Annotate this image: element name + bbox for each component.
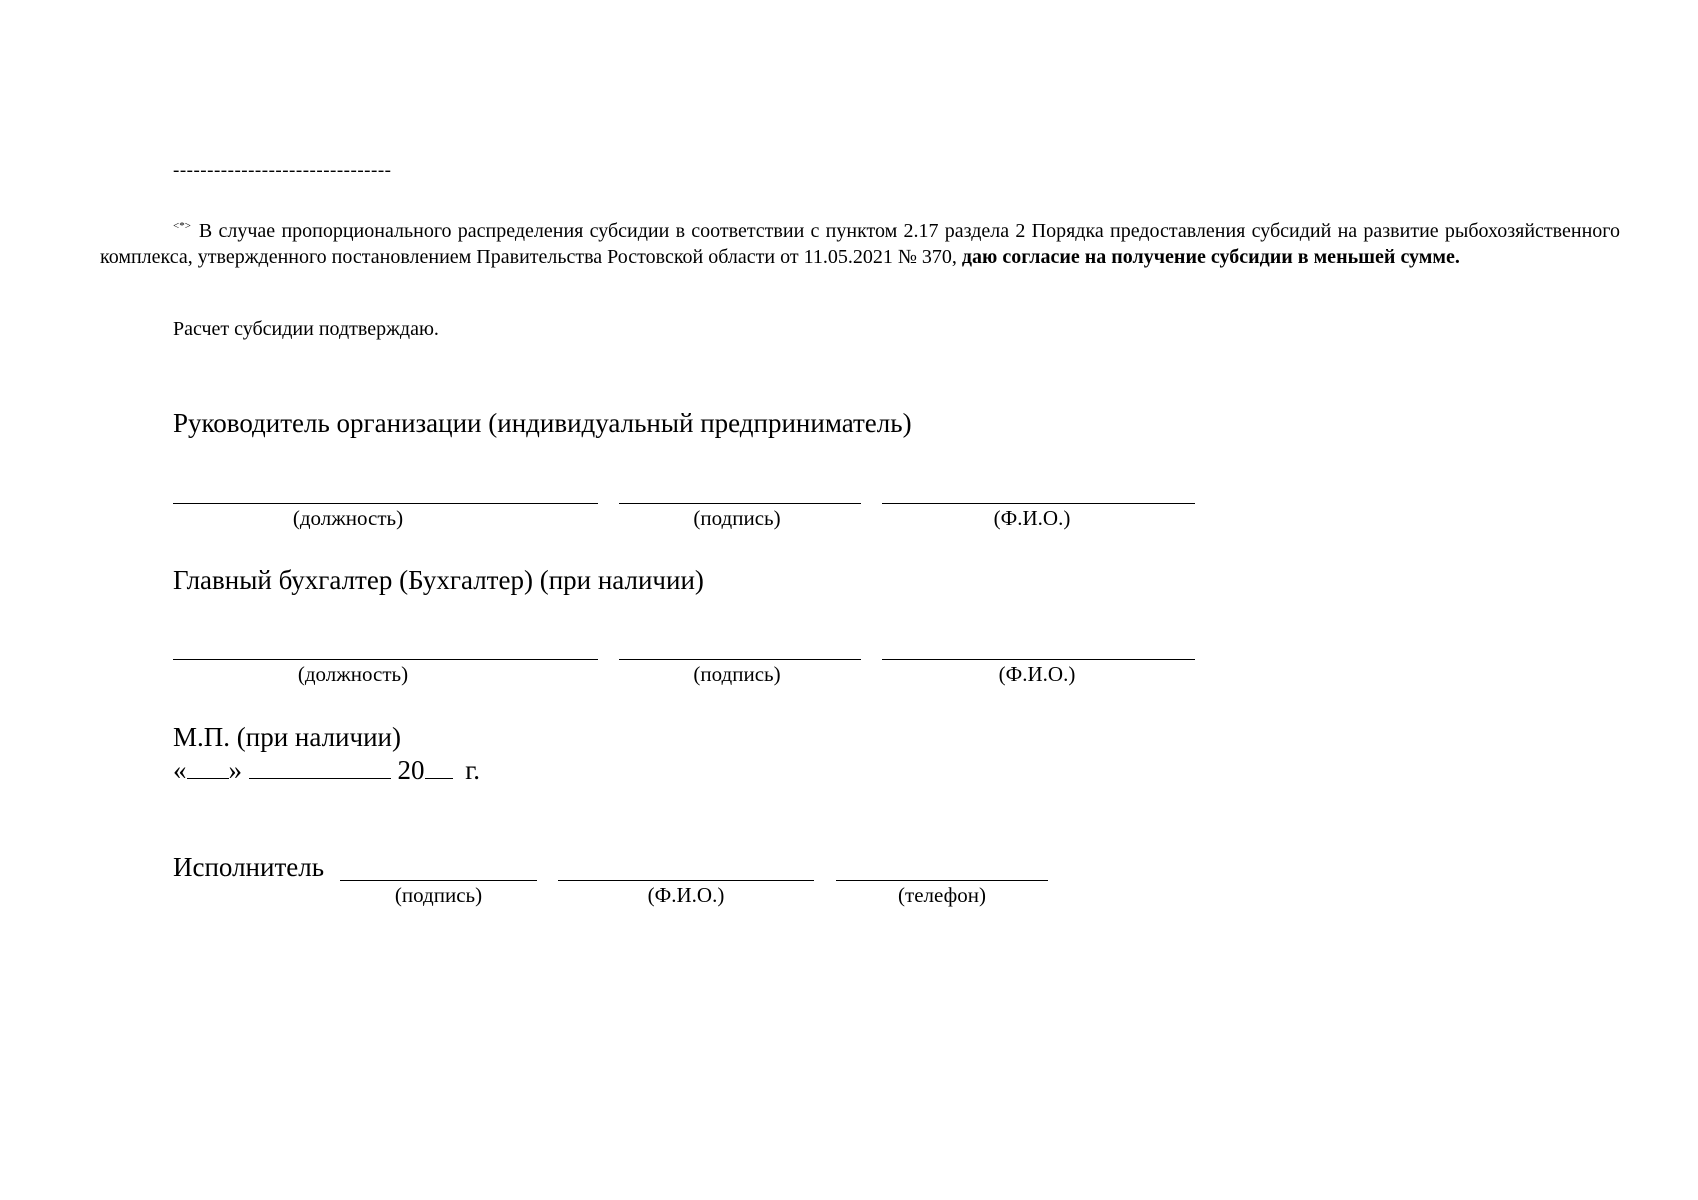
accountant-title: Главный бухгалтер (Бухгалтер) (при наличии) (173, 565, 704, 595)
date-year-prefix: 20 (397, 755, 425, 785)
footnote-consent-text: даю согласие на получение субсидии в меньшей сумме. (961, 246, 1460, 268)
date-open-quote: « (173, 755, 187, 785)
head-position-line[interactable] (173, 503, 598, 504)
date-month-field[interactable] (249, 758, 391, 779)
executor-phone-caption: (телефон) (898, 883, 986, 907)
date-year-suffix: г. (465, 755, 481, 785)
head-title: Руководитель организации (индивидуальный предприниматель) (173, 408, 912, 438)
stamp-label: М.П. (при наличии) (173, 722, 401, 752)
accountant-fio-caption: (Ф.И.О.) (998, 662, 1076, 686)
footnote-paragraph (100, 213, 1620, 270)
date-year-field[interactable] (425, 758, 453, 779)
date-day-field[interactable] (187, 758, 229, 779)
head-signature-line[interactable] (619, 503, 861, 504)
executor-signature-line[interactable] (340, 880, 537, 881)
accountant-fio-line[interactable] (882, 659, 1195, 660)
accountant-position-line[interactable] (173, 659, 598, 660)
executor-signature-caption: (подпись) (394, 883, 483, 907)
head-position-caption: (должность) (292, 506, 404, 530)
executor-label: Исполнитель (173, 852, 325, 882)
date-close-quote: » (228, 755, 242, 785)
executor-fio-caption: (Ф.И.О.) (647, 883, 725, 907)
executor-phone-line[interactable] (836, 880, 1048, 881)
head-fio-caption: (Ф.И.О.) (993, 506, 1071, 530)
accountant-signature-line[interactable] (619, 659, 861, 660)
head-fio-line[interactable] (882, 503, 1195, 504)
confirmation-text: Расчет субсидии подтверждаю. (173, 318, 439, 340)
head-signature-caption: (подпись) (693, 506, 781, 530)
accountant-position-caption: (должность) (297, 662, 409, 686)
accountant-signature-caption: (подпись) (693, 662, 781, 686)
footnote-separator: -------------------------------- (173, 160, 392, 181)
footnote-text: В случае пропорционального распределения субсидии в соответствии с пунктом 2.17 раздела 2 Порядка предоставления субсидий на развитие рыбохозяйственного комплекса, утвержденного постановлением Правительства Ростовской области от 11.05.2021 № 370, (100, 220, 1620, 268)
footnote-mark: <*> (173, 220, 191, 232)
executor-fio-line[interactable] (558, 880, 814, 881)
date-line (173, 755, 480, 786)
